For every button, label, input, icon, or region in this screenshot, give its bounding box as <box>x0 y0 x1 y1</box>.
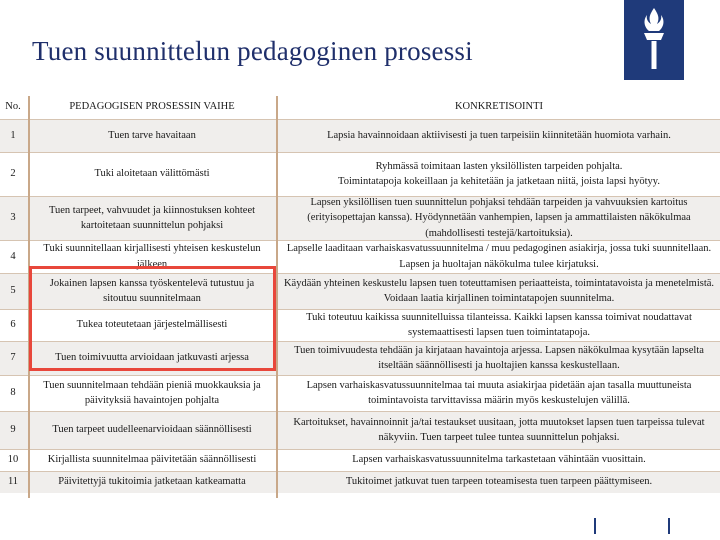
row-number: 3 <box>10 212 16 224</box>
row-phase: Tuen tarpeet uudelleenarvioidaan säännöllisesti <box>52 424 252 436</box>
row-divider <box>0 309 720 310</box>
row-divider <box>0 196 720 197</box>
row-concrete: Lapsen yksilöllisen tuen suunnittelun pohjaksi tehdään tarpeiden ja vahvuuksien kartoitus (erityisopettajan kanssa). Hyödynnetään vanhempien, lapsen ja ammattilaisten näkökulmaa (mahdollisesti testejä/kartoituksia). <box>307 196 691 239</box>
row-divider <box>0 449 720 450</box>
row-phase: Tuen tarve havaitaan <box>108 129 196 141</box>
row-number: 6 <box>10 319 16 331</box>
row-number: 8 <box>10 387 16 399</box>
row-number: 2 <box>10 168 16 180</box>
row-number: 11 <box>7 476 19 488</box>
table-row <box>0 411 720 449</box>
row-concrete: Lapsen varhaiskasvatussuunnitelmaa tai muuta asiakirjaa pidetään ajan tasalla muuttuneista toimintavoista tarvittavissa määrin myös keskustelujen välillä. <box>306 379 692 406</box>
row-phase: Tuen toimivuutta arvioidaan jatkuvasti arjessa <box>55 352 249 364</box>
table-header-row <box>0 96 720 118</box>
header-no: No. <box>5 101 21 113</box>
row-concrete: Tuki toteutuu kaikissa suunnitelluissa tilanteissa. Kaikki lapsen kanssa toimivat noudattavat systemaattisesti lapsen tuen toimintatapoja. <box>306 311 692 338</box>
row-phase: Jokainen lapsen kanssa työskentelevä tutustuu ja sitoutuu suunnitelmaan <box>49 277 255 304</box>
row-number: 9 <box>10 424 16 436</box>
table-row <box>0 152 720 196</box>
row-divider <box>0 411 720 412</box>
table-row <box>0 240 720 273</box>
row-divider <box>0 471 720 472</box>
row-concrete: Käydään yhteinen keskustelu lapsen tuen toteuttamisen periaatteista, toimintatavoista ja menetelmistä. Voidaan laatia kirjallinen toimintatapojen suunnitelma. <box>283 277 715 304</box>
table-row <box>0 471 720 493</box>
row-phase: Tukea toteutetaan järjestelmällisesti <box>76 319 228 331</box>
header-phase: PEDAGOGISEN PROSESSIN VAIHE <box>69 101 235 113</box>
column-divider-2 <box>276 96 278 498</box>
header-concrete: KONKRETISOINTI <box>454 101 544 113</box>
table-row <box>0 273 720 309</box>
row-number: 1 <box>10 129 16 141</box>
footer-mark-right <box>668 518 670 534</box>
row-number: 7 <box>10 352 16 364</box>
row-number: 4 <box>10 250 16 262</box>
row-phase: Päivitettyjä tukitoimia jatketaan katkeamatta <box>58 476 246 488</box>
footer-mark-left <box>594 518 596 534</box>
university-logo <box>624 0 684 80</box>
page-title: Tuen suunnittelun pedagoginen prosessi <box>32 36 473 66</box>
row-concrete: Tukitoimet jatkuvat tuen tarpeen toteamisesta tuen tarpeen päättymiseen. <box>345 476 653 488</box>
row-phase: Tuki suunnitellaan kirjallisesti yhteisen keskustelun jälkeen <box>43 243 261 270</box>
row-concrete: Lapsia havainnoidaan aktiivisesti ja tuen tarpeisiin kiinnitetään huomiota varhain. <box>327 129 671 141</box>
row-divider <box>0 341 720 342</box>
row-concrete: Ryhmässä toimitaan lasten yksilöllisten tarpeiden pohjalta. Toimintatapoja kokeillaan ja kehitetään ja jatketaan niitä, joista lapsi hyötyy. <box>338 160 660 187</box>
table-row <box>0 449 720 471</box>
process-table <box>0 96 720 498</box>
row-divider <box>0 152 720 153</box>
row-phase: Kirjallista suunnitelmaa päivitetään säännöllisesti <box>47 454 257 466</box>
torch-icon <box>624 0 684 80</box>
table-row <box>0 196 720 240</box>
table-row <box>0 119 720 152</box>
row-number: 10 <box>7 454 19 466</box>
row-divider <box>0 375 720 376</box>
row-concrete: Lapsen varhaiskasvatussuunnitelma tarkastetaan vähintään vuosittain. <box>352 454 646 466</box>
row-concrete: Tuen toimivuudesta tehdään ja kirjataan havaintoja arjessa. Lapsen näkökulmaa kysytään lapselta itseltään säännöllisesti ja huoltajien kanssa keskustellaan. <box>294 344 704 371</box>
row-number: 5 <box>10 285 16 297</box>
column-divider-1 <box>28 96 30 498</box>
table-row <box>0 309 720 341</box>
row-phase: Tuki aloitetaan välittömästi <box>94 168 210 180</box>
row-divider <box>0 273 720 274</box>
row-concrete: Lapselle laaditaan varhaiskasvatussuunnitelma / muu pedagoginen asiakirja, jossa tuki suunnitellaan. Lapsen ja huoltajan näkökulma tulee kirjatuksi. <box>286 243 712 270</box>
row-phase: Tuen suunnitelmaan tehdään pieniä muokkauksia ja päivityksiä havaintojen pohjalta <box>43 379 261 406</box>
row-concrete: Kartoitukset, havainnoinnit ja/tai testaukset uusitaan, jotta muutokset lapsen tuen tarpeissa tulevat näkyviin. Tuen tarpeet tulee tuntea suunnittelun pohjaksi. <box>293 416 705 443</box>
table-row <box>0 341 720 375</box>
row-divider <box>0 119 720 120</box>
table-row <box>0 375 720 411</box>
row-divider <box>0 240 720 241</box>
row-phase: Tuen tarpeet, vahvuudet ja kiinnostuksen kohteet kartoitetaan suunnittelun pohjaksi <box>48 204 256 231</box>
